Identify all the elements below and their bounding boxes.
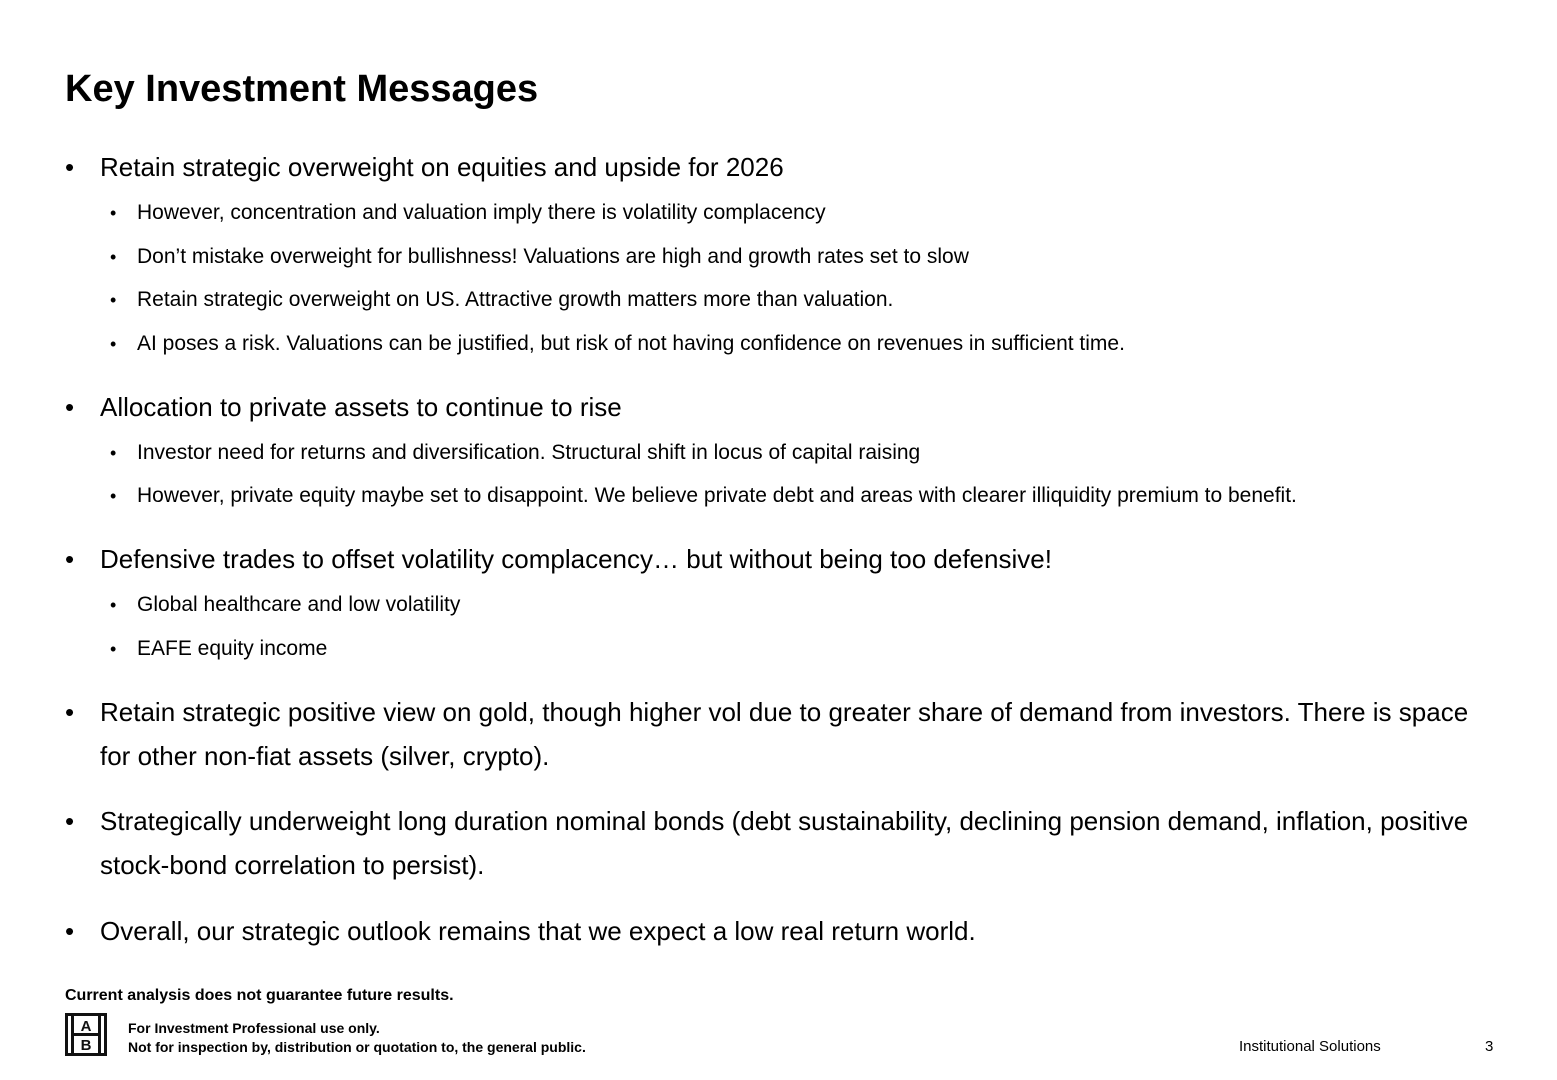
ab-logo: [65, 1013, 107, 1056]
bullet-marker: •: [65, 697, 75, 727]
bullet-marker: •: [65, 806, 75, 836]
sub-bullet-text: Retain strategic overweight on US. Attractive growth matters more than valuation.: [137, 288, 894, 311]
logo-letter-bottom: B: [80, 1037, 92, 1054]
footer-note-line1: For Investment Professional use only.: [128, 1020, 380, 1036]
sub-bullet-text: Global healthcare and low volatility: [137, 593, 461, 616]
bullet-marker: •: [110, 443, 117, 463]
sub-bullet-text: EAFE equity income: [137, 637, 328, 660]
sub-bullet-text: Don’t mistake overweight for bullishness! Valuations are high and growth rates set to slow: [137, 245, 969, 268]
bullet-marker: •: [65, 392, 75, 422]
bullet-marker: •: [110, 203, 117, 223]
bullet-marker: •: [110, 334, 117, 354]
bullet-marker: •: [110, 595, 117, 615]
disclaimer-text: Current analysis does not guarantee future results.: [65, 987, 454, 1004]
sub-bullet-text: However, private equity maybe set to disappoint. We believe private debt and areas with clearer illiquidity premium to benefit.: [137, 484, 1297, 507]
bullet-text: Retain strategic overweight on equities and upside for 2026: [100, 152, 784, 182]
bullet-marker: •: [110, 247, 117, 267]
page-title: Key Investment Messages: [65, 68, 539, 110]
bullet-marker: •: [110, 639, 117, 659]
bullet-text: Overall, our strategic outlook remains that we expect a low real return world.: [100, 916, 976, 946]
sub-bullet-text: Investor need for returns and diversification. Structural shift in locus of capital raising: [137, 441, 921, 464]
bullet-text: Strategically underweight long duration nominal bonds (debt sustainability, declining pension demand, inflation, positive stock-bond correlation to persist).: [100, 806, 1469, 880]
bullet-marker: •: [110, 486, 117, 506]
bullet-marker: •: [65, 152, 75, 182]
page-number: 3: [1485, 1038, 1494, 1055]
bullet-text: Allocation to private assets to continue to rise: [100, 392, 622, 422]
footer-note-line2: Not for inspection by, distribution or quotation to, the general public.: [128, 1039, 586, 1055]
bullet-marker: •: [65, 916, 75, 946]
bullet-marker: •: [110, 290, 117, 310]
footer-note: [128, 1019, 586, 1057]
bullet-text: Defensive trades to offset volatility complacency… but without being too defensive!: [100, 544, 1052, 574]
bullet-marker: •: [65, 544, 75, 574]
bullet-text: Retain strategic positive view on gold, though higher vol due to greater share of demand from investors. There is space for other non-fiat assets (silver, crypto).: [100, 697, 1469, 771]
footer-section-label: Institutional Solutions: [1239, 1038, 1381, 1055]
sub-bullet-text: However, concentration and valuation imply there is volatility complacency: [137, 201, 826, 224]
sub-bullet-text: AI poses a risk. Valuations can be justified, but risk of not having confidence on revenues in sufficient time.: [137, 332, 1125, 355]
logo-letter-top: A: [80, 1018, 92, 1035]
